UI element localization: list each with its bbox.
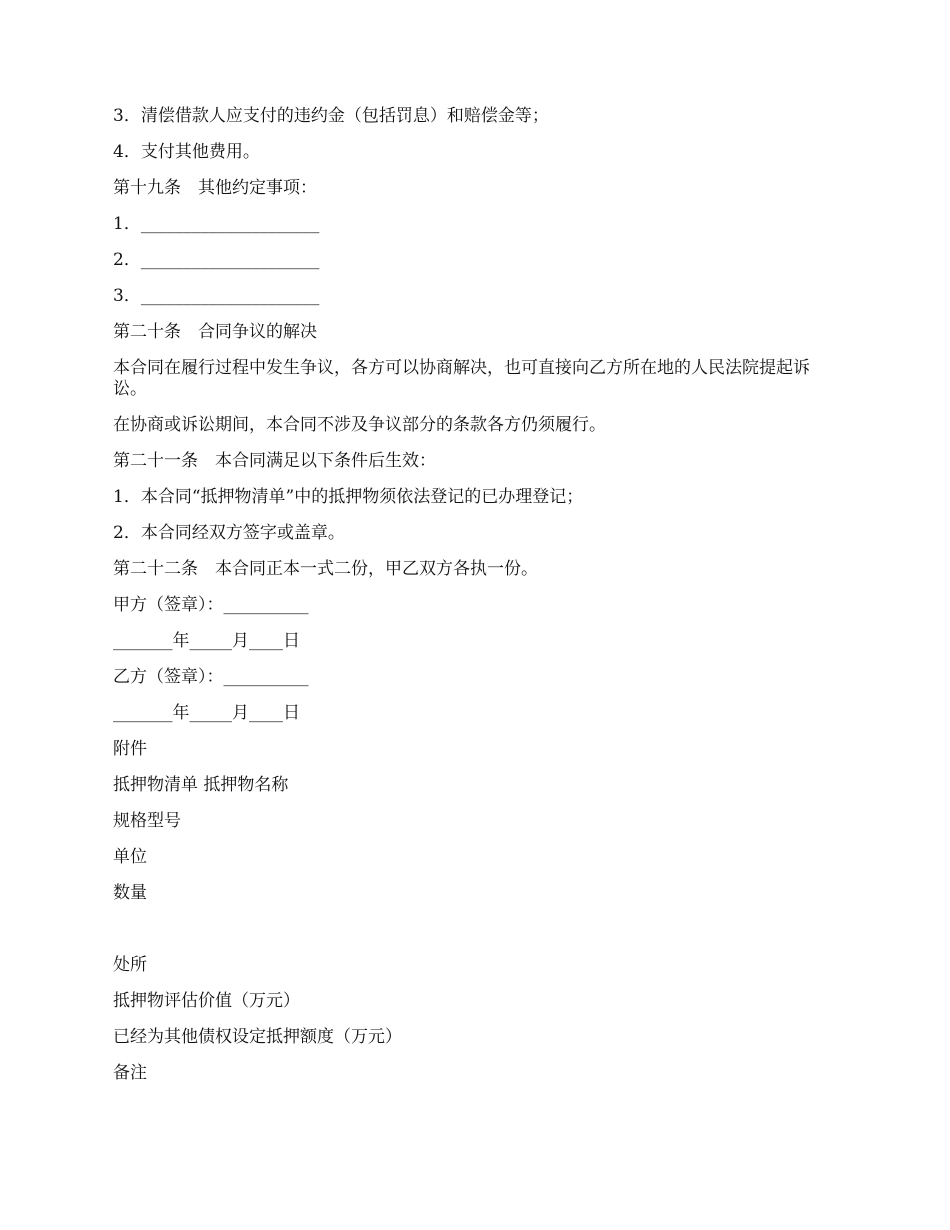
attachment-field-location: 处所 <box>113 955 147 975</box>
clause-21-item-1: 1．本合同“抵押物清单”中的抵押物须依法登记的已办理登记； <box>113 487 584 507</box>
clause-22-text: 第二十二条 本合同正本一式二份，甲乙双方各执一份。 <box>113 559 538 579</box>
attachment-field-quantity: 数量 <box>113 883 147 903</box>
clause-20-paragraph-2: 在协商或诉讼期间，本合同不涉及争议部分的条款各方仍须履行。 <box>113 415 606 435</box>
blank-gap <box>113 919 843 955</box>
party-b-signature: 乙方（签章）：__________ <box>113 667 309 687</box>
clause-19-blank-2: 2．_____________________ <box>113 250 320 270</box>
clause-18-item-3: 3．清偿借款人应支付的违约金（包括罚息）和赔偿金等； <box>113 106 549 126</box>
clause-20-paragraph-1: 本合同在履行过程中发生争议，各方可以协商解决，也可直接向乙方所在地的人民法院提起诉讼。 <box>113 358 810 399</box>
clause-19-blank-1: 1．_____________________ <box>113 214 320 234</box>
clause-18-item-4: 4．支付其他费用。 <box>113 142 260 162</box>
clause-19-blank-3: 3．_____________________ <box>113 286 320 306</box>
attachment-field-valuation: 抵押物评估价值（万元） <box>113 991 300 1011</box>
attachment-heading: 附件 <box>113 739 147 759</box>
attachment-field-existing-mortgage: 已经为其他债权设定抵押额度（万元） <box>113 1027 402 1047</box>
party-a-date: _______年_____月____日 <box>113 631 300 651</box>
party-a-signature: 甲方（签章）：__________ <box>113 595 309 615</box>
attachment-field-remarks: 备注 <box>113 1063 147 1083</box>
clause-19-heading: 第十九条 其他约定事项： <box>113 178 317 198</box>
clause-21-heading: 第二十一条 本合同满足以下条件后生效： <box>113 451 436 471</box>
attachment-field-unit: 单位 <box>113 847 147 867</box>
party-b-date: _______年_____月____日 <box>113 703 300 723</box>
document-page <box>113 106 843 1099</box>
clause-20-heading: 第二十条 合同争议的解决 <box>113 322 317 342</box>
attachment-list-title: 抵押物清单 抵押物名称 <box>113 775 289 795</box>
clause-21-item-2: 2．本合同经双方签字或盖章。 <box>113 523 345 543</box>
attachment-field-spec: 规格型号 <box>113 811 181 831</box>
